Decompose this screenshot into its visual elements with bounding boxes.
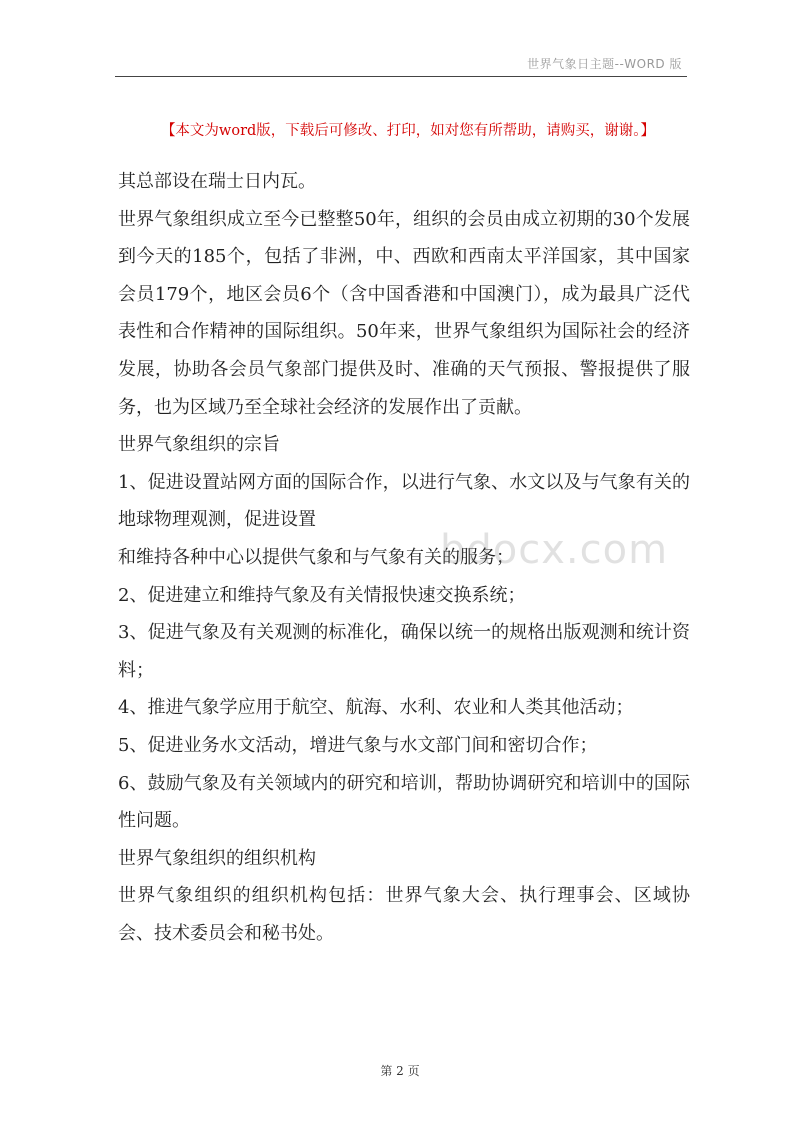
- header-divider: [115, 76, 687, 77]
- purpose-item-6: 6、鼓励气象及有关领域内的研究和培训，帮助协调研究和培训中的国际性问题。: [118, 772, 690, 832]
- body-text: [118, 163, 690, 952]
- running-header: 世界气象日主题--WORD 版: [527, 57, 682, 71]
- section-heading-purpose: 世界气象组织的宗旨: [118, 434, 280, 456]
- purpose-item-1: 1、促进设置站网方面的国际合作，以进行气象、水文以及与气象有关的地球物理观测，促进设置: [118, 471, 690, 531]
- paragraph-headquarters: 其总部设在瑞士日内瓦。: [118, 171, 316, 192]
- section-heading-structure: 世界气象组织的组织机构: [118, 847, 316, 869]
- purpose-item-3: 3、促进气象及有关观测的标准化，确保以统一的规格出版观测和统计资料；: [118, 622, 690, 681]
- page-number: 第 2 页: [380, 1064, 420, 1078]
- watermark: bdocx.com: [440, 527, 669, 573]
- paragraph-history: 世界气象组织成立至今已整整50年，组织的会员由成立初期的30个发展到今天的185个，包括了非洲，中、西欧和西南太平洋国家，其中国家会员179个，地区会员6个（含中国香港和中国澳门），成为最具广泛代表性和合作精神的国际组织。50年来，世界气象组织为国际社会的经济发展，协助各会员气象部门提供及时、准确的天气预报、警报提供了服务，也为区域乃至全球社会经济的发展作出了贡献。: [118, 208, 690, 418]
- purpose-item-5: 5、促进业务水文活动，增进气象与水文部门间和密切合作；: [118, 734, 598, 756]
- paragraph-structure: 世界气象组织的组织机构包括：世界气象大会、执行理事会、区域协会、技术委员会和秘书处。: [118, 885, 690, 944]
- purchase-notice: 【本文为word版，下载后可修改、打印，如对您有所帮助，请购买，谢谢。】: [160, 123, 656, 139]
- purpose-item-2: 2、促进建立和维持气象及有关情报快速交换系统；: [118, 584, 526, 606]
- purpose-item-1-continued: 和维持各种中心以提供气象和与气象有关的服务；: [118, 546, 514, 568]
- purpose-item-4: 4、推进气象学应用于航空、航海、水利、农业和人类其他活动；: [118, 697, 634, 719]
